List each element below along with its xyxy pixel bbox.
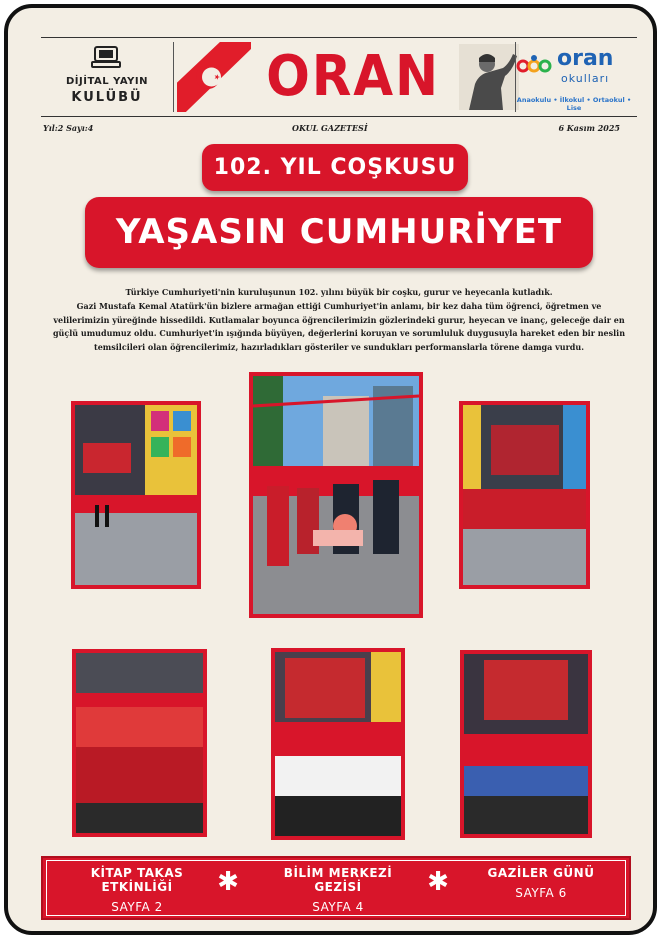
masthead bbox=[41, 37, 637, 117]
club-logo bbox=[43, 38, 171, 116]
club-title-line2: KULÜBÜ bbox=[71, 90, 143, 105]
footer-item-title: GAZİLER GÜNÜ bbox=[487, 866, 595, 880]
school-levels: Anaokulu • İlkokul • Ortaokul • Lise bbox=[516, 96, 632, 112]
computer-icon bbox=[91, 46, 121, 68]
issue-number: Yıl:2 Sayı:4 bbox=[43, 123, 94, 133]
school-name: oran bbox=[557, 46, 614, 71]
publish-date: 6 Kasım 2025 bbox=[558, 123, 620, 133]
footer-item-page: SAYFA 2 bbox=[111, 900, 163, 914]
photo-guests-seated bbox=[249, 372, 423, 618]
footer-item-book-swap[interactable] bbox=[57, 866, 217, 914]
newsletter-page bbox=[4, 4, 657, 935]
footer-item-science-trip[interactable] bbox=[259, 866, 417, 914]
school-logo bbox=[511, 38, 637, 116]
photo-stage-dancers bbox=[460, 650, 592, 838]
club-title-line1: DİJİTAL YAYIN bbox=[66, 76, 148, 87]
intro-text bbox=[52, 286, 626, 355]
footer-item-title: BİLİM MERKEZİ GEZİSİ bbox=[283, 866, 393, 894]
asterisk-icon: ✱ bbox=[427, 867, 449, 897]
ataturk-portrait bbox=[459, 44, 519, 110]
photo-students-performance bbox=[72, 649, 207, 837]
footer-banner bbox=[41, 856, 631, 920]
intro-line2: Gazi Mustafa Kemal Atatürk'ün bizlere armağan ettiği Cumhuriyet'in anlamı, bir kez daha tüm öğrenci, öğretmen ve velilerimizin yüreğinde hissedildi. Kutlamalar boyunca öğrencilerimizin gözlerindeki gurur, heyecan ve inanç, geleceğe dair en güçlü umudumuz oldu. Cumhuriyet'in ışığında büyüyen, değerlerini koruyan ve sorumluluk duygusuyla hareket eden bir neslin temsilcileri olan öğrencilerimiz, hazırladıkları gösteriler ve sundukları performanslarla törene damga vurdu. bbox=[52, 300, 626, 353]
footer-item-page: SAYFA 6 bbox=[515, 886, 567, 900]
footer-item-page: SAYFA 4 bbox=[312, 900, 364, 914]
divider bbox=[173, 42, 174, 112]
headline-large: YAŞASIN CUMHURİYET bbox=[85, 197, 593, 268]
photo-school-building-ceremony bbox=[71, 401, 201, 589]
photo-students-courtyard bbox=[459, 401, 590, 589]
photo-stage-portrait-banner bbox=[271, 648, 405, 840]
crescent-star-icon bbox=[193, 60, 227, 94]
newspaper-brand: ORAN bbox=[266, 44, 440, 109]
headline-small: 102. YIL COŞKUSU bbox=[202, 144, 468, 191]
footer-item-veterans-day[interactable] bbox=[461, 866, 621, 900]
footer-item-title: KİTAP TAKAS ETKİNLİĞİ bbox=[90, 866, 184, 894]
oran-rings-icon bbox=[515, 52, 555, 76]
school-subtitle: okulları bbox=[561, 72, 610, 85]
section-label: OKUL GAZETESİ bbox=[292, 123, 368, 133]
intro-line1: Türkiye Cumhuriyeti'nin kuruluşunun 102. yılını büyük bir coşku, gurur ve heyecanla kutladık. bbox=[125, 287, 553, 297]
asterisk-icon: ✱ bbox=[217, 867, 239, 897]
